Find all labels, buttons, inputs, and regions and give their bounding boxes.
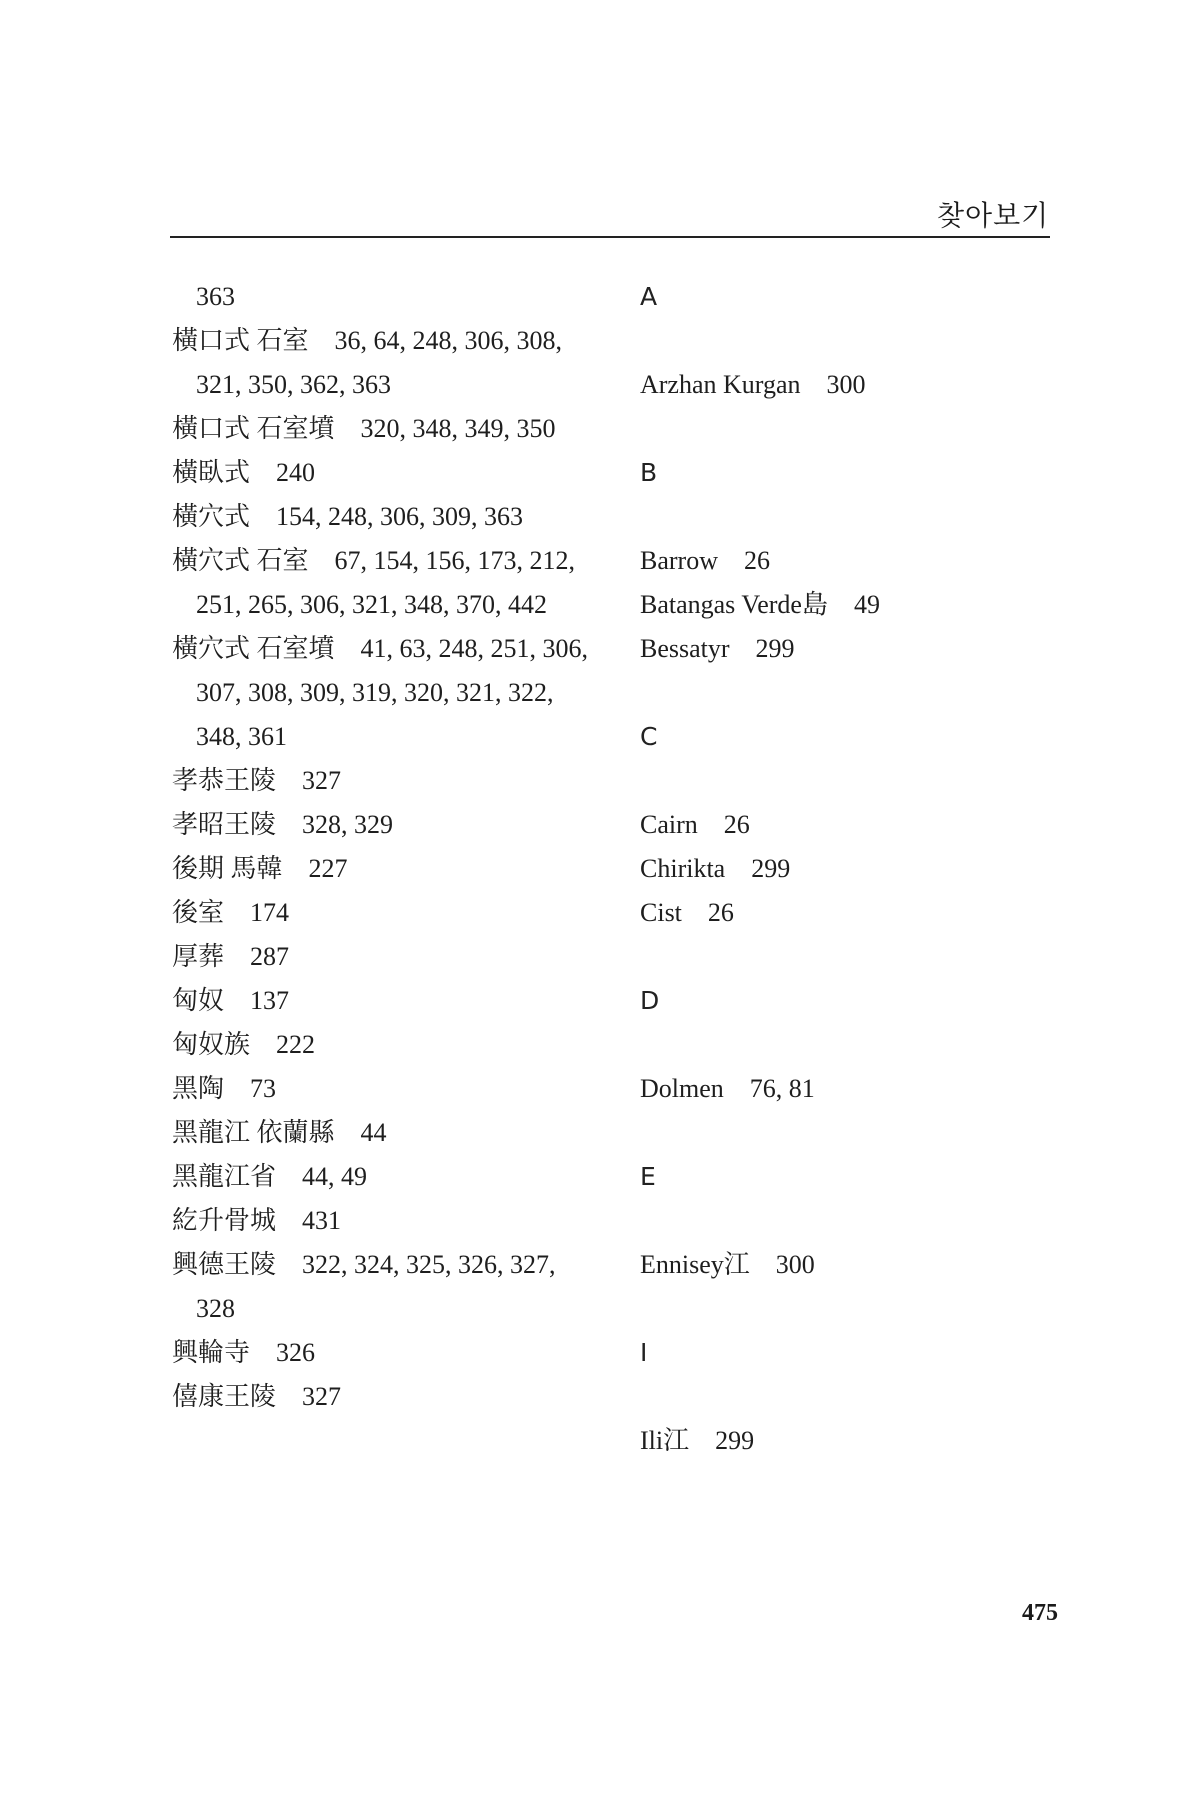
index-entry: Ennisey江 300 — [640, 1250, 815, 1279]
index-entry: 橫臥式 240 — [172, 458, 316, 487]
index-entry: 厚葬 287 — [172, 942, 290, 971]
index-entry-continuation: 307, 308, 309, 319, 320, 321, 322, — [196, 678, 554, 707]
index-entry: Ili江 299 — [640, 1426, 755, 1455]
spacer — [640, 759, 1060, 803]
index-entry: 橫口式 石室墳 320, 348, 349, 350 — [172, 414, 556, 443]
index-entry: 孝恭王陵 327 — [172, 766, 342, 795]
spacer — [640, 407, 1060, 451]
index-entry: 橫穴式 石室 67, 154, 156, 173, 212, — [172, 546, 576, 575]
index-entry: Cist 26 — [640, 898, 734, 927]
section-letter-a: A — [640, 282, 658, 311]
index-entry: 僖康王陵 327 — [172, 1382, 342, 1411]
page-number: 475 — [1022, 1600, 1058, 1626]
spacer — [640, 1287, 1060, 1331]
index-right-column — [640, 275, 1060, 1463]
index-entry: 橫穴式 154, 248, 306, 309, 363 — [172, 502, 524, 531]
index-entry: Cairn 26 — [640, 810, 750, 839]
section-letter-c: C — [640, 722, 658, 751]
running-header-title: 찾아보기 — [937, 199, 1050, 232]
index-entry: 後室 174 — [172, 898, 290, 927]
index-entry: 黑陶 73 — [172, 1074, 277, 1103]
index-entry: 匈奴族 222 — [172, 1030, 316, 1059]
index-entry-continuation: 321, 350, 362, 363 — [196, 370, 391, 399]
index-entry-continuation: 328 — [196, 1294, 235, 1323]
index-entry: 黑龍江省 44, 49 — [172, 1162, 368, 1191]
index-entry: Barrow 26 — [640, 546, 770, 575]
index-entry: 紇升骨城 431 — [172, 1206, 342, 1235]
index-entry: Batangas Verde島 49 — [640, 590, 880, 619]
spacer — [640, 1111, 1060, 1155]
index-entry-continuation: 251, 265, 306, 321, 348, 370, 442 — [196, 590, 547, 619]
section-letter-i: I — [640, 1338, 648, 1367]
index-entry: Chirikta 299 — [640, 854, 791, 883]
index-entry: Arzhan Kurgan 300 — [640, 370, 866, 399]
spacer — [640, 1375, 1060, 1419]
section-letter-b: B — [640, 458, 658, 487]
spacer — [640, 1023, 1060, 1067]
section-letter-d: D — [640, 986, 660, 1015]
header-rule — [170, 236, 1050, 238]
spacer — [640, 495, 1060, 539]
index-entry: 孝昭王陵 328, 329 — [172, 810, 394, 839]
index-entry: 興輪寺 326 — [172, 1338, 316, 1367]
spacer — [640, 1199, 1060, 1243]
index-left-column — [172, 275, 632, 1419]
spacer — [640, 319, 1060, 363]
index-entry: Dolmen 76, 81 — [640, 1074, 815, 1103]
index-entry-continuation: 348, 361 — [196, 722, 287, 751]
index-entry: 後期 馬韓 227 — [172, 854, 348, 883]
index-entry: 匈奴 137 — [172, 986, 290, 1015]
index-entry-continuation: 363 — [196, 282, 235, 311]
index-entry: 黑龍江 依蘭縣 44 — [172, 1118, 387, 1147]
index-entry: 橫穴式 石室墳 41, 63, 248, 251, 306, — [172, 634, 589, 663]
spacer — [640, 671, 1060, 715]
index-entry: 橫口式 石室 36, 64, 248, 306, 308, — [172, 326, 563, 355]
index-entry: Bessatyr 299 — [640, 634, 795, 663]
index-entry: 興德王陵 322, 324, 325, 326, 327, — [172, 1250, 556, 1279]
spacer — [640, 935, 1060, 979]
section-letter-e: E — [640, 1162, 656, 1191]
